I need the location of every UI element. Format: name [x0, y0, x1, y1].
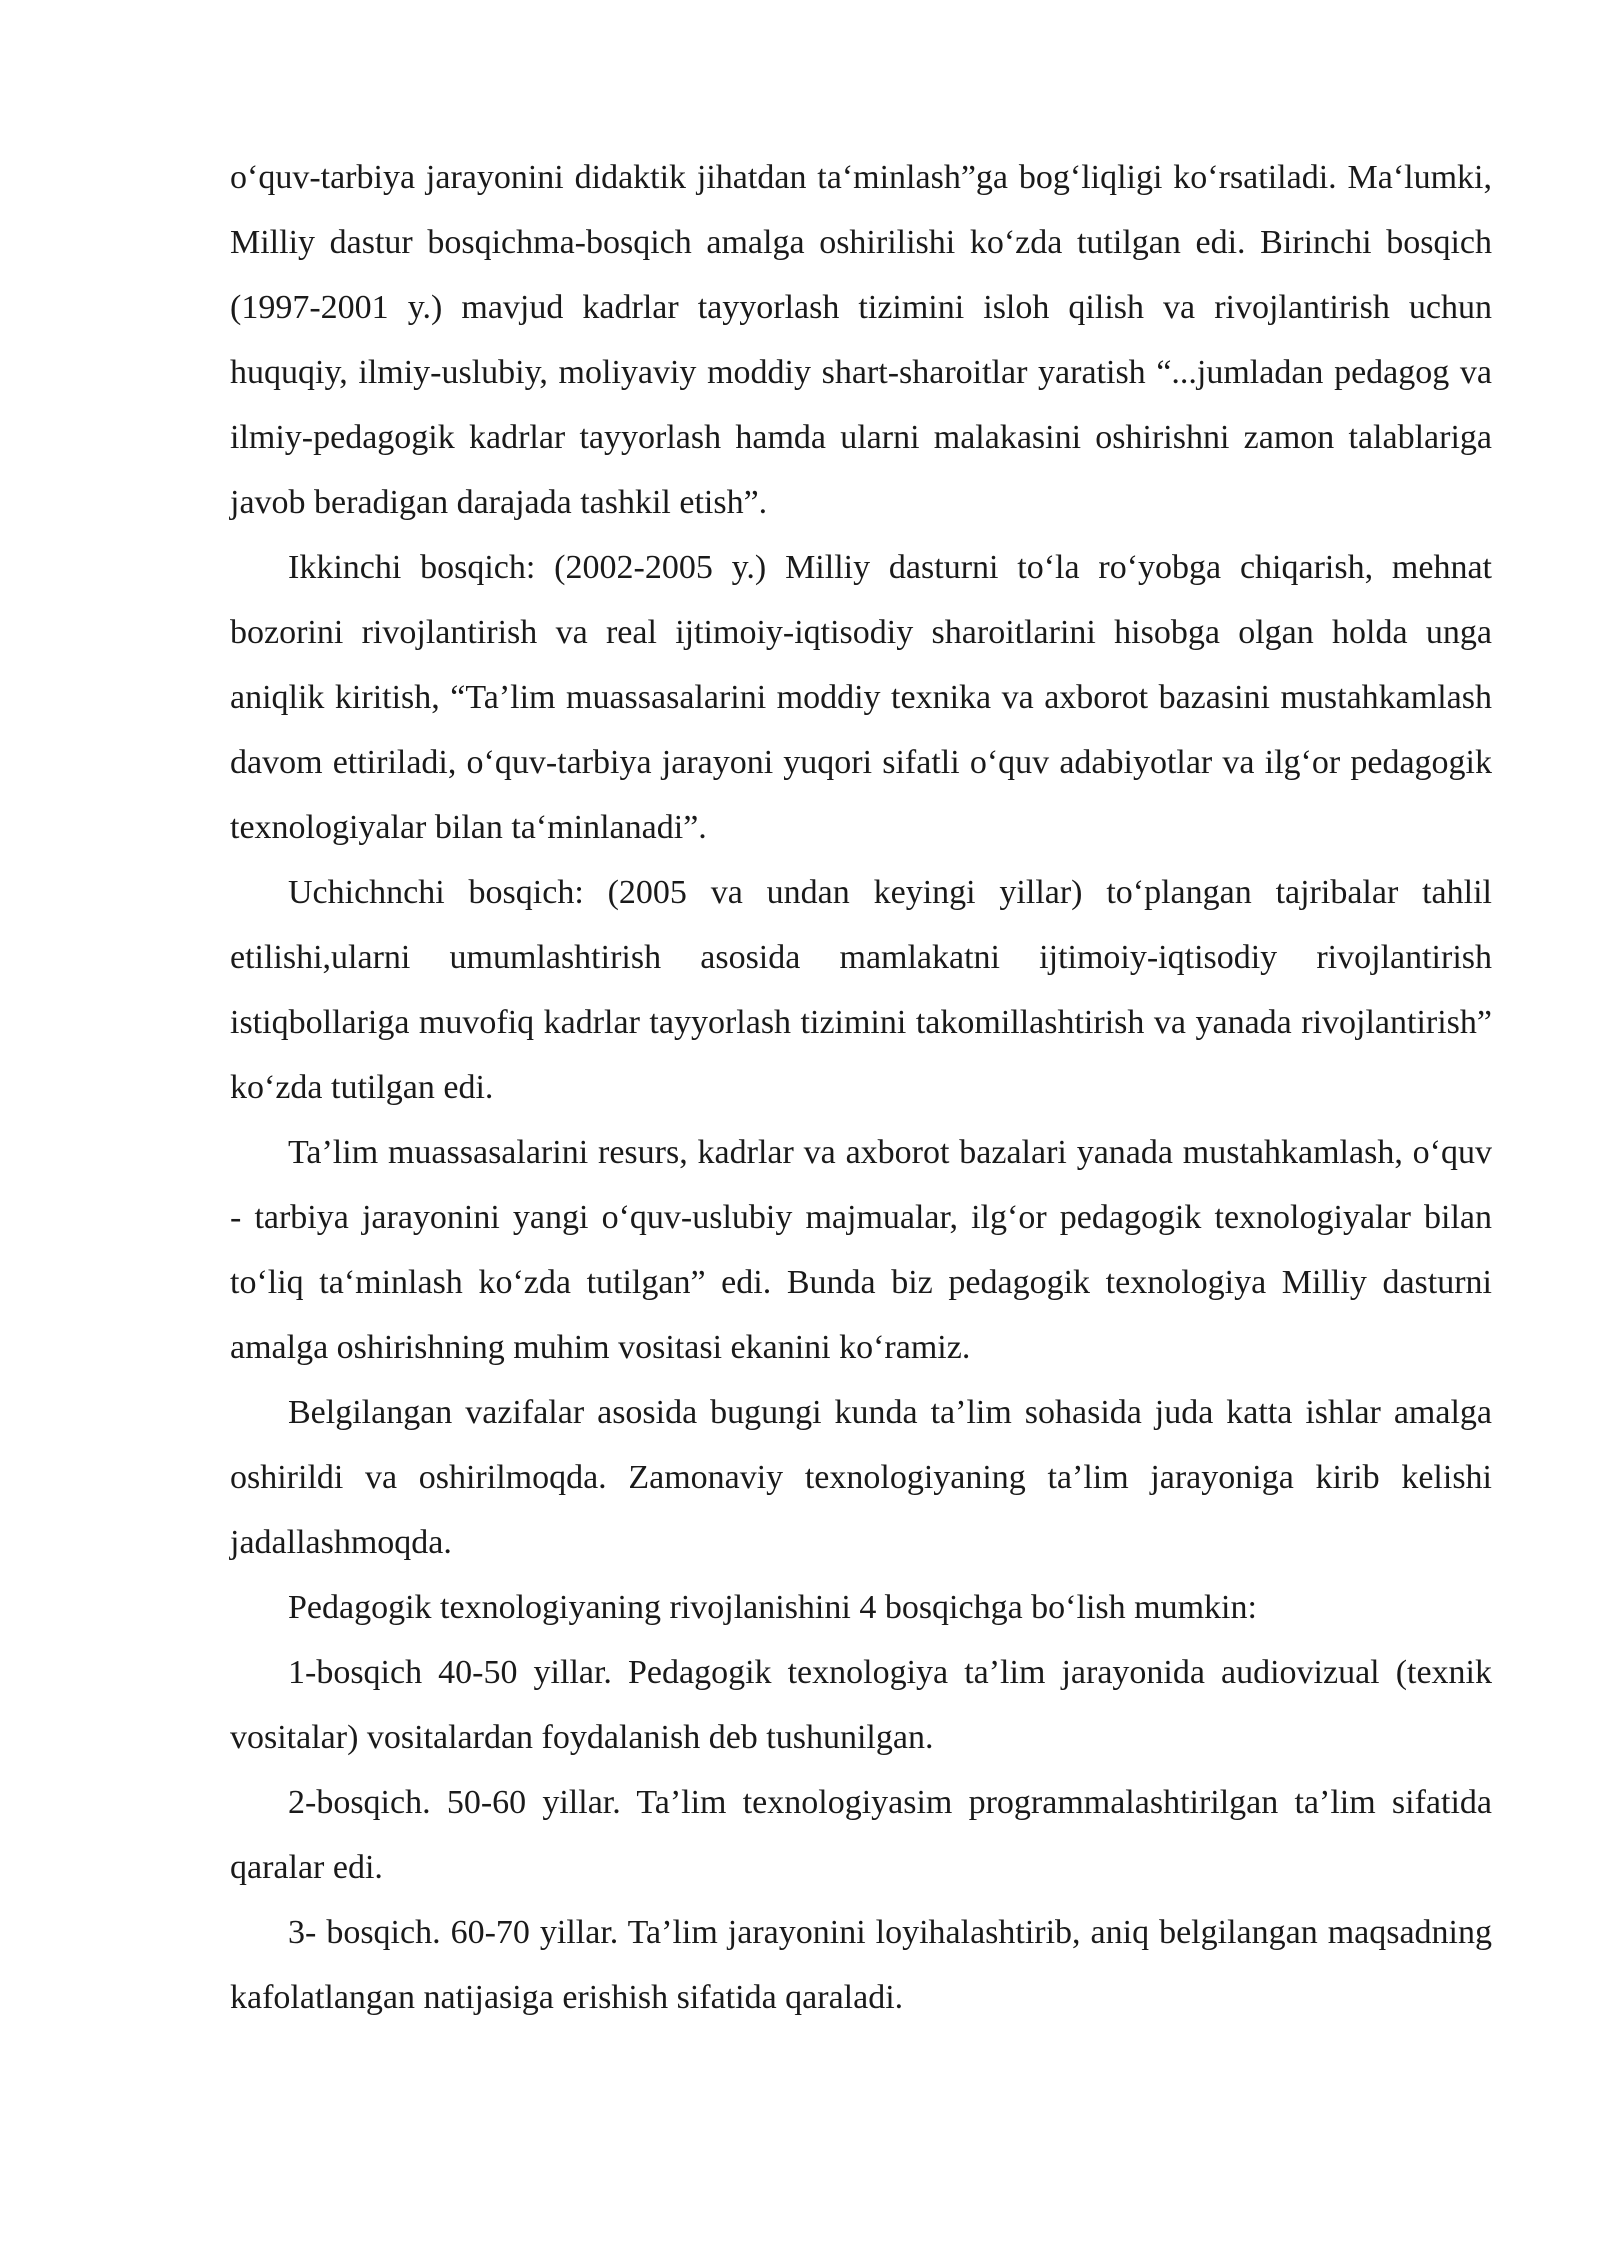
paragraph-4: Ta’lim muassasalarini resurs, kadrlar va axborot bazalari yanada mustahkamlash, o‘quv - tarbiya jarayonini yangi o‘quv-uslubiy majmualar, ilg‘or pedagogik texnologiyalar bilan to‘liq ta‘minlash ko‘zda tutilgan” edi. Bunda biz pedagogik texnologiya Milliy dasturni amalga oshirishning muhim vositasi ekanini ko‘ramiz.: [230, 1134, 1492, 1366]
paragraph-5: Belgilangan vazifalar asosida bugungi kunda ta’lim sohasida juda katta ishlar amalga oshirildi va oshirilmoqda. Zamonaviy texnologiyaning ta’lim jarayoniga kirib kelishi jadallashmoqda.: [230, 1394, 1492, 1561]
paragraph-6: Pedagogik texnologiyaning rivojlanishini 4 bosqichga bo‘lish mumkin:: [288, 1589, 1257, 1626]
paragraph-8: 2-bosqich. 50-60 yillar. Ta’lim texnologiyasim programmalashtirilgan ta’lim sifatida qaralar edi.: [230, 1784, 1492, 1886]
document-page: [230, 145, 1492, 2030]
paragraph-2: Ikkinchi bosqich: (2002-2005 y.) Milliy dasturni to‘la ro‘yobga chiqarish, mehnat bozorini rivojlantirish va real ijtimoiy-iqtisodiy sharoitlarini hisobga olgan holda unga aniqlik kiritish, “Ta’lim muassasalarini moddiy texnika va axborot bazasini mustahkamlash davom ettiriladi, o‘quv-tarbiya jarayoni yuqori sifatli o‘quv adabiyotlar va ilg‘or pedagogik texnologiyalar bilan ta‘minlanadi”.: [230, 549, 1492, 846]
paragraph-3: Uchichnchi bosqich: (2005 va undan keyingi yillar) to‘plangan tajribalar tahlil etilishi,ularni umumlashtirish asosida mamlakatni ijtimoiy-iqtisodiy rivojlantirish istiqbollariga muvofiq kadrlar tayyorlash tizimini takomillashtirish va yanada rivojlantirish” ko‘zda tutilgan edi.: [230, 874, 1492, 1106]
paragraph-9: 3- bosqich. 60-70 yillar. Ta’lim jarayonini loyihalashtirib, aniq belgilangan maqsadning kafolatlangan natijasiga erishish sifatida qaraladi.: [230, 1914, 1492, 2016]
paragraph-7: 1-bosqich 40-50 yillar. Pedagogik texnologiya ta’lim jarayonida audiovizual (texnik vositalar) vositalardan foydalanish deb tushunilgan.: [230, 1654, 1492, 1756]
paragraph-1: o‘quv-tarbiya jarayonini didaktik jihatdan ta‘minlash”ga bog‘liqligi ko‘rsatiladi. Ma‘lumki, Milliy dastur bosqichma-bosqich amalga oshirilishi ko‘zda tutilgan edi. Birinchi bosqich (1997-2001 y.) mavjud kadrlar tayyorlash tizimini isloh qilish va rivojlantirish uchun huquqiy, ilmiy-uslubiy, moliyaviy moddiy shart-sharoitlar yaratish “...jumladan pedagog va ilmiy-pedagogik kadrlar tayyorlash hamda ularni malakasini oshirishni zamon talablariga javob beradigan darajada tashkil etish”.: [230, 159, 1492, 521]
